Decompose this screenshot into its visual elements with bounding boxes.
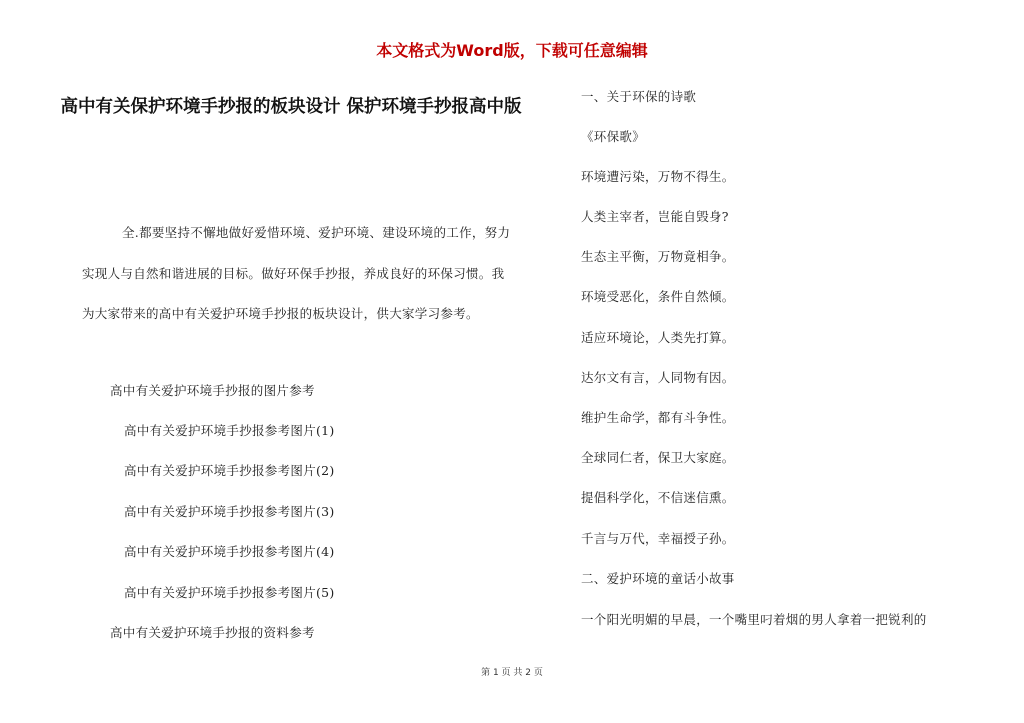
poem-line: 环境受恶化，条件自然倾。 (581, 289, 735, 304)
picture-reference-item: 高中有关爱护环境手抄报参考图片(3) (124, 504, 335, 519)
poem-line: 适应环境论，人类先打算。 (581, 330, 735, 345)
poem-line: 维护生命学，都有斗争性。 (581, 410, 735, 425)
poem-line: 达尔文有言，人同物有因。 (581, 370, 735, 385)
poem-line: 生态主平衡，万物竟相争。 (581, 249, 735, 264)
poem-line: 千言与万代，幸福授子孙。 (581, 531, 735, 546)
materials-heading: 高中有关爱护环境手抄报的资料参考 (110, 625, 315, 640)
picture-reference-item: 高中有关爱护环境手抄报参考图片(4) (124, 544, 335, 559)
story-text-line: 一个阳光明媚的早晨，一个嘴里叼着烟的男人拿着一把锐利的 (581, 612, 927, 627)
story-section-heading: 二、爱护环境的童话小故事 (581, 571, 735, 586)
pictures-heading: 高中有关爱护环境手抄报的图片参考 (110, 383, 315, 398)
poem-line: 环境遭污染，万物不得生。 (581, 169, 735, 184)
page-number-footer: 第 1 页 共 2 页 (481, 668, 543, 678)
picture-reference-item: 高中有关爱护环境手抄报参考图片(5) (124, 585, 335, 600)
document-title: 高中有关保护环境手抄报的板块设计 保护环境手抄报高中版 (60, 97, 522, 117)
poem-line: 全球同仁者，保卫大家庭。 (581, 450, 735, 465)
word-format-banner: 本文格式为Word版，下载可任意编辑 (376, 41, 648, 60)
picture-reference-item: 高中有关爱护环境手抄报参考图片(1) (124, 423, 335, 438)
picture-reference-item: 高中有关爱护环境手抄报参考图片(2) (124, 463, 335, 478)
poem-line: 人类主宰者，岂能自毁身? (581, 209, 729, 224)
intro-paragraph: 全.都要坚持不懈地做好爱惜环境、爱护环境、建设环境的工作，努力实现人与自然和谐进展的目标。做好环保手抄报，养成良好的环保习惯。我为大家带来的高中有关爱护环境手抄报的板块设计，供大家学习参考。 (82, 225, 511, 321)
poem-title: 《环保歌》 (581, 129, 646, 144)
poem-section-heading: 一、关于环保的诗歌 (581, 89, 697, 104)
poem-line: 提倡科学化，不信迷信熏。 (581, 490, 735, 505)
